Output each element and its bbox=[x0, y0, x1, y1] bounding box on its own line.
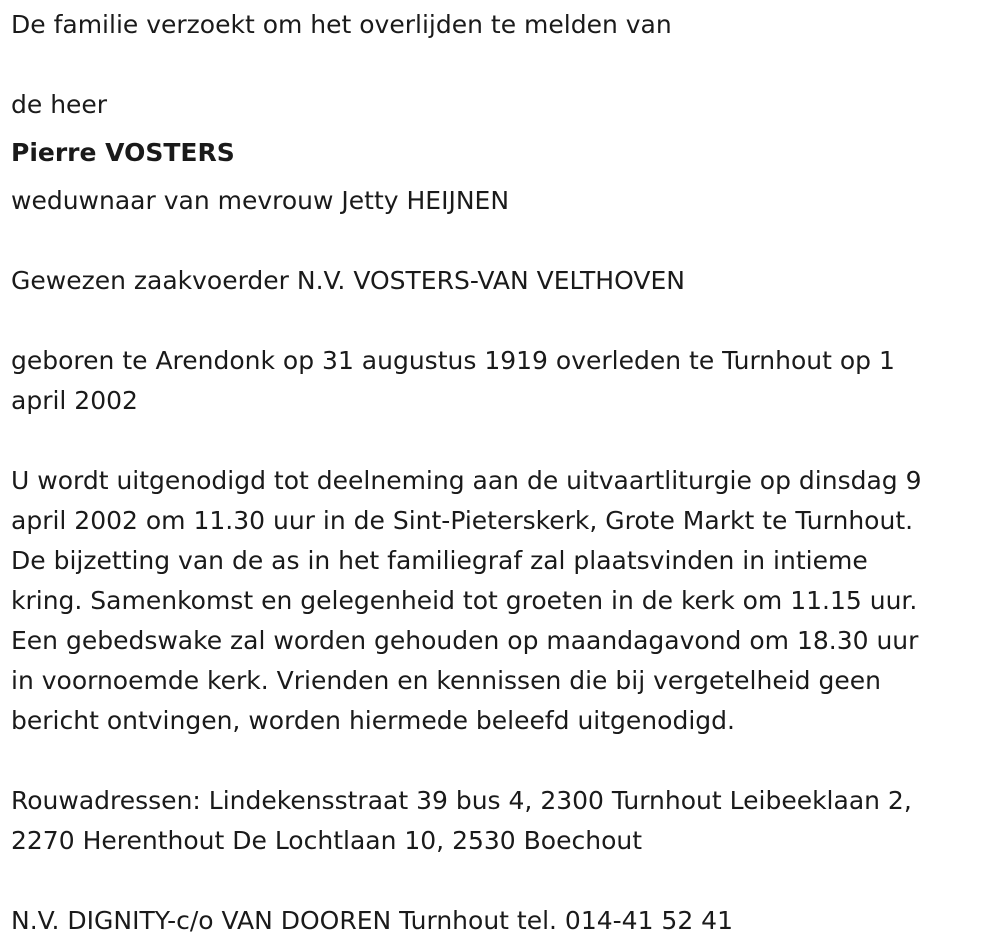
invitation-line: bericht ontvingen, worden hiermede beleefd uitgenodigd. bbox=[11, 706, 735, 735]
invitation-line: in voornoemde kerk. Vrienden en kennissen die bij vergetelheid geen bbox=[11, 666, 881, 695]
birth-death-line: geboren te Arendonk op 31 augustus 1919 overleden te Turnhout op 1 bbox=[11, 346, 895, 375]
deceased-name: Pierre VOSTERS bbox=[11, 138, 235, 167]
addresses-paragraph bbox=[11, 781, 996, 861]
notice-intro: De familie verzoekt om het overlijden te melden van bbox=[11, 10, 672, 39]
invitation-line: kring. Samenkomst en gelegenheid tot groeten in de kerk om 11.15 uur. bbox=[11, 586, 918, 615]
invitation-line: april 2002 om 11.30 uur in de Sint-Pieterskerk, Grote Markt te Turnhout. bbox=[11, 506, 914, 535]
birth-death-line: april 2002 bbox=[11, 386, 138, 415]
invitation-paragraph bbox=[11, 461, 996, 741]
invitation-line: Een gebedswake zal worden gehouden op maandagavond om 18.30 uur bbox=[11, 626, 919, 655]
birth-death-paragraph bbox=[11, 341, 996, 421]
occupation-line: Gewezen zaakvoerder N.V. VOSTERS-VAN VELTHOVEN bbox=[11, 266, 685, 295]
address-line: 2270 Herenthout De Lochtlaan 10, 2530 Boechout bbox=[11, 826, 643, 855]
salutation: de heer bbox=[11, 90, 108, 119]
invitation-line: U wordt uitgenodigd tot deelneming aan de uitvaartliturgie op dinsdag 9 bbox=[11, 466, 922, 495]
address-line: Rouwadressen: Lindekensstraat 39 bus 4, 2300 Turnhout Leibeeklaan 2, bbox=[11, 786, 912, 815]
relation-line: weduwnaar van mevrouw Jetty HEIJNEN bbox=[11, 186, 510, 215]
funeral-home-line: N.V. DIGNITY-c/o VAN DOOREN Turnhout tel. 014-41 52 41 bbox=[11, 906, 733, 935]
death-notice bbox=[11, 5, 996, 941]
invitation-line: De bijzetting van de as in het familiegraf zal plaatsvinden in intieme bbox=[11, 546, 868, 575]
